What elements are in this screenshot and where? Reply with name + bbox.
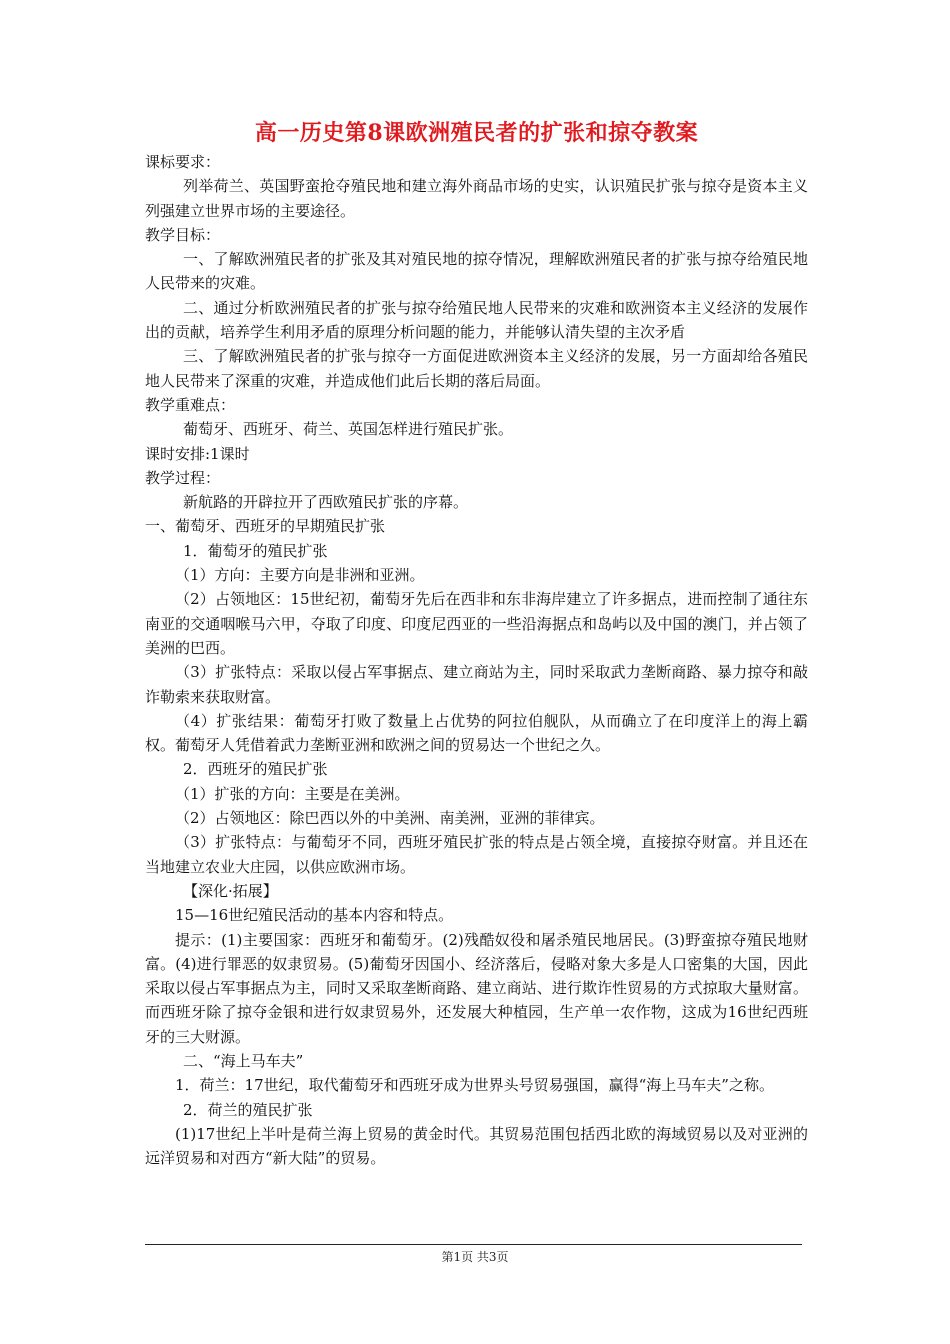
paragraph: （1）方向：主要方向是非洲和亚洲。 (175, 566, 425, 585)
document-title: 高一历史第8课欧洲殖民者的扩张和掠夺教案 (254, 120, 699, 146)
document-body (145, 150, 808, 1170)
paragraph: 课标要求： (145, 153, 221, 171)
paragraph: （4）扩张结果：葡萄牙打败了数量上占优势的阿拉伯舰队，从而确立了在印度洋上的海上霸权。葡萄牙人凭借着武力垄断亚洲和欧洲之间的贸易达一个世纪之久。 (145, 711, 808, 755)
paragraph: 2．西班牙的殖民扩张 (183, 760, 328, 779)
paragraph: （1）扩张的方向：主要是在美洲。 (175, 784, 410, 803)
paragraph: 教学目标： (145, 225, 221, 244)
paragraph: 一、葡萄牙、西班牙的早期殖民扩张 (145, 517, 386, 536)
paragraph: （2）占领地区：15世纪初，葡萄牙先后在西非和东非海岸建立了许多据点，进而控制了通往东南亚的交通咽喉马六甲，夺取了印度、印度尼西亚的一些沿海据点和岛屿以及中国的澳门，并占领了美洲的巴西。 (145, 590, 808, 657)
paragraph: 教学重难点： (145, 395, 236, 414)
paragraph: 一、了解欧洲殖民者的扩张及其对殖民地的掠夺情况，理解欧洲殖民者的扩张与掠夺给殖民地人民带来的灾难。 (145, 250, 808, 293)
footer-divider (145, 1244, 802, 1245)
paragraph: （2）占领地区：除巴西以外的中美洲、南美洲，亚洲的菲律宾。 (175, 809, 605, 828)
paragraph: 三、了解欧洲殖民者的扩张与掠夺一方面促进欧洲资本主义经济的发展，另一方面却给各殖民地人民带来了深重的灾难，并造成他们此后长期的落后局面。 (145, 347, 808, 390)
page-footer: 第1页 共3页 (441, 1250, 509, 1264)
paragraph: 葡萄牙、西班牙、荷兰、英国怎样进行殖民扩张。 (183, 420, 514, 439)
paragraph: 新航路的开辟拉开了西欧殖民扩张的序幕。 (183, 493, 469, 512)
paragraph: （3）扩张特点：采取以侵占军事据点、建立商站为主，同时采取武力垄断商路、暴力掠夺和敲诈勒索来获取财富。 (145, 663, 808, 706)
paragraph: 1．荷兰：17世纪，取代葡萄牙和西班牙成为世界头号贸易强国，赢得“海上马车夫”之称。 (175, 1076, 774, 1095)
paragraph: 1．葡萄牙的殖民扩张 (183, 541, 328, 560)
paragraph: 二、通过分析欧洲殖民者的扩张与掠夺给殖民地人民带来的灾难和欧洲资本主义经济的发展作出的贡献，培养学生利用矛盾的原理分析问题的能力，并能够认清失望的主次矛盾 (145, 298, 808, 342)
paragraph: 【深化·拓展】 (183, 881, 278, 900)
paragraph: 提示：(1)主要国家：西班牙和葡萄牙。(2)残酷奴役和屠杀殖民地居民。(3)野蛮掠夺殖民地财富。(4)进行罪恶的奴隶贸易。(5)葡萄牙因国小、经济落后，侵略对象大多是人口密集的大国，因此采取以侵占军事据点为主，同时又采取垄断商路、建立商站、进行欺诈性贸易的方式掠取大量财富。而西班牙除了掠夺金银和进行奴隶贸易外，还发展大种植园，生产单一农作物，这成为16世纪西班牙的三大财源。 (145, 930, 808, 1046)
paragraph: 15—16世纪殖民活动的基本内容和特点。 (175, 906, 454, 925)
paragraph: 2．荷兰的殖民扩张 (183, 1100, 313, 1119)
paragraph: 课时安排:1课时 (145, 444, 250, 463)
paragraph: (1)17世纪上半叶是荷兰海上贸易的黄金时代。其贸易范围包括西北欧的海域贸易以及对亚洲的远洋贸易和对西方“新大陆”的贸易。 (145, 1124, 808, 1168)
paragraph: 教学过程： (145, 468, 221, 487)
paragraph: 二、“海上马车夫” (183, 1051, 304, 1070)
paragraph: （3）扩张特点：与葡萄牙不同，西班牙殖民扩张的特点是占领全境，直接掠夺财富。并且还在当地建立农业大庄园，以供应欧洲市场。 (145, 833, 808, 876)
paragraph: 列举荷兰、英国野蛮抢夺殖民地和建立海外商品市场的史实，认识殖民扩张与掠夺是资本主义列强建立世界市场的主要途径。 (145, 177, 808, 220)
